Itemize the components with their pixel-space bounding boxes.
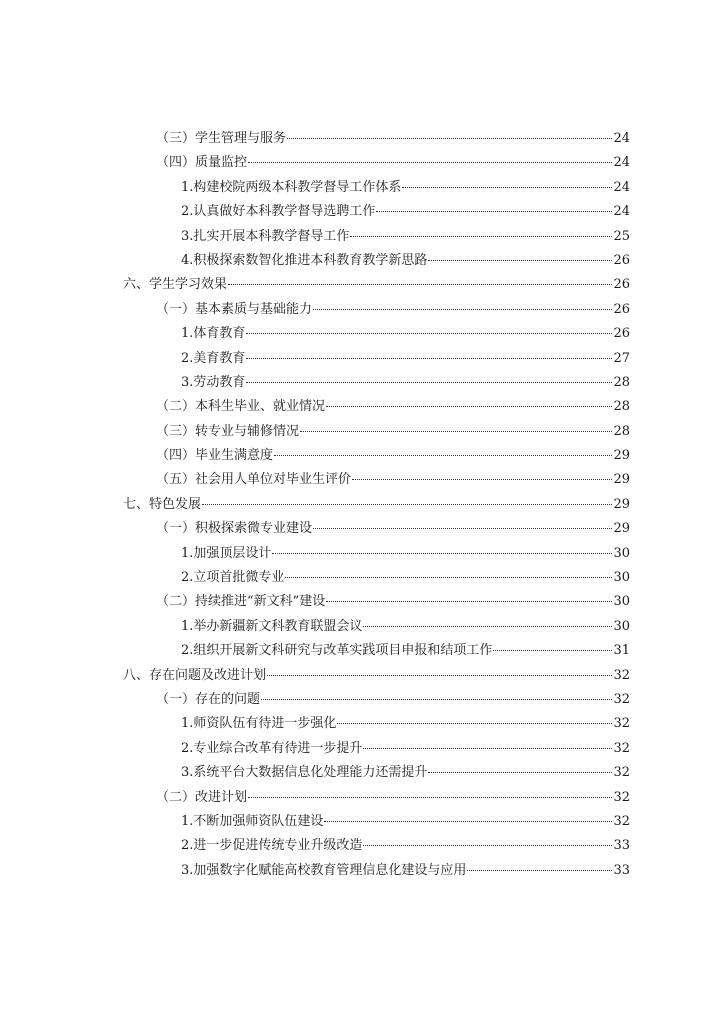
toc-entry-title: （四）毕业生满意度 (156, 448, 274, 464)
toc-dot-leader (363, 845, 612, 846)
toc-entry-title: 六、学生学习效果 (123, 277, 228, 293)
toc-dot-leader (324, 821, 612, 822)
toc-entry-title: （一）积极探索微专业建设 (156, 521, 313, 537)
toc-entry[interactable] (0, 493, 724, 517)
toc-dot-leader (428, 260, 612, 261)
toc-dot-leader (287, 138, 612, 139)
toc-entry-title: （二）改进计划 (156, 789, 248, 805)
toc-entry[interactable] (0, 225, 724, 249)
toc-entry[interactable] (0, 712, 724, 736)
toc-entry[interactable] (0, 590, 724, 614)
toc-entry-title: 1.构建校院两级本科教学督导工作体系 (181, 179, 402, 195)
toc-entry[interactable] (0, 347, 724, 371)
toc-entry-page-number: 29 (613, 448, 630, 464)
toc-entry-page-number: 29 (613, 472, 630, 488)
toc-entry-page-number: 32 (613, 813, 630, 829)
toc-entry[interactable] (0, 444, 724, 468)
toc-dot-leader (300, 431, 612, 432)
toc-entry-title: 1.加强顶层设计 (181, 545, 272, 561)
toc-entry-page-number: 26 (613, 277, 630, 293)
toc-entry-page-number: 30 (613, 545, 630, 561)
toc-entry-title: 1.不断加强师资队伍建设 (181, 813, 324, 829)
toc-entry-page-number: 27 (613, 350, 630, 366)
toc-dot-leader (248, 797, 612, 798)
toc-entry[interactable] (0, 810, 724, 834)
toc-entry-title: 2.专业综合改革有待进一步提升 (181, 740, 363, 756)
toc-dot-leader (274, 455, 612, 456)
toc-dot-leader (428, 772, 612, 773)
toc-dot-leader (402, 187, 612, 188)
toc-dot-leader (376, 211, 612, 212)
toc-entry[interactable] (0, 859, 724, 883)
toc-dot-leader (363, 626, 612, 627)
toc-entry-page-number: 26 (613, 252, 630, 268)
toc-entry-page-number: 24 (613, 179, 630, 195)
toc-entry[interactable] (0, 517, 724, 541)
toc-entry-page-number: 33 (613, 862, 630, 878)
toc-dot-leader (363, 748, 612, 749)
toc-entry[interactable] (0, 688, 724, 712)
toc-entry[interactable] (0, 737, 724, 761)
toc-entry[interactable] (0, 127, 724, 151)
toc-entry-title: （三）转专业与辅修情况 (156, 423, 300, 439)
toc-entry-title: 2.立项首批微专业 (181, 570, 285, 586)
toc-dot-leader (352, 479, 612, 480)
toc-entry-page-number: 33 (613, 838, 630, 854)
toc-entry[interactable] (0, 176, 724, 200)
toc-entry-title: 2.进一步促进传统专业升级改造 (181, 838, 363, 854)
toc-entry-page-number: 30 (613, 570, 630, 586)
toc-entry[interactable] (0, 834, 724, 858)
toc-entry-page-number: 32 (613, 691, 630, 707)
toc-entry-page-number: 32 (613, 765, 630, 781)
toc-entry-page-number: 30 (613, 594, 630, 610)
toc-entry-title: 4.积极探索数智化推进本科教育教学新思路 (181, 252, 428, 268)
toc-entry[interactable] (0, 151, 724, 175)
toc-entry-title: 2.组织开展新文科研究与改革实践项目申报和结项工作 (181, 643, 493, 659)
toc-entry-title: 1.师资队伍有待进一步强化 (181, 716, 337, 732)
toc-entry-title: 七、特色发展 (123, 496, 202, 512)
toc-entry[interactable] (0, 420, 724, 444)
toc-entry[interactable] (0, 298, 724, 322)
toc-dot-leader (313, 309, 612, 310)
toc-entry-title: 1.体育教育 (181, 326, 246, 342)
toc-entry[interactable] (0, 639, 724, 663)
toc-dot-leader (246, 358, 612, 359)
toc-entry-title: 3.劳动教育 (181, 374, 246, 390)
toc-entry-title: 八、存在问题及改进计划 (123, 667, 267, 683)
toc-entry-title: 2.美育教育 (181, 350, 246, 366)
toc-dot-leader (313, 528, 612, 529)
toc-entry-page-number: 25 (613, 228, 630, 244)
toc-entry-page-number: 26 (613, 326, 630, 342)
toc-entry-page-number: 32 (613, 740, 630, 756)
toc-entry[interactable] (0, 468, 724, 492)
toc-entry-title: （五）社会用人单位对毕业生评价 (156, 472, 352, 488)
toc-dot-leader (337, 723, 612, 724)
toc-dot-leader (261, 699, 612, 700)
toc-entry[interactable] (0, 322, 724, 346)
toc-entry[interactable] (0, 786, 724, 810)
toc-dot-leader (248, 162, 612, 163)
toc-entry-page-number: 26 (613, 301, 630, 317)
toc-dot-leader (246, 333, 612, 334)
toc-entry[interactable] (0, 566, 724, 590)
toc-dot-leader (285, 577, 612, 578)
toc-entry-page-number: 29 (613, 496, 630, 512)
toc-entry-page-number: 24 (613, 131, 630, 146)
toc-dot-leader (493, 650, 612, 651)
toc-entry-page-number: 32 (613, 716, 630, 732)
toc-entry-title: （一）存在的问题 (156, 691, 261, 707)
toc-entry-page-number: 31 (613, 643, 630, 659)
toc-entry-title: 3.扎实开展本科教学督导工作 (181, 228, 350, 244)
toc-entry-page-number: 24 (613, 155, 630, 171)
toc-entry-page-number: 24 (613, 204, 630, 220)
toc-dot-leader (350, 236, 612, 237)
toc-entry[interactable] (0, 249, 724, 273)
toc-entry-title: （三）学生管理与服务 (156, 131, 287, 146)
toc-entry[interactable] (0, 395, 724, 419)
toc-dot-leader (267, 675, 612, 676)
toc-entry[interactable] (0, 664, 724, 688)
toc-entry-title: 1.举办新疆新文科教育联盟会议 (181, 618, 363, 634)
toc-entry-title: 2.认真做好本科教学督导选聘工作 (181, 204, 376, 220)
toc-dot-leader (246, 382, 612, 383)
toc-dot-leader (326, 406, 612, 407)
toc-entry-title: 3.加强数字化赋能高校教育管理信息化建设与应用 (181, 862, 467, 878)
toc-entry-title: 3.系统平台大数据信息化处理能力还需提升 (181, 765, 428, 781)
toc-entry-page-number: 28 (613, 374, 630, 390)
toc-dot-leader (272, 553, 612, 554)
toc-entry[interactable] (0, 615, 724, 639)
toc-entry-page-number: 32 (613, 667, 630, 683)
toc-entry[interactable] (0, 542, 724, 566)
table-of-contents (0, 127, 724, 883)
toc-entry-page-number: 28 (613, 423, 630, 439)
toc-entry-page-number: 29 (613, 521, 630, 537)
toc-entry-page-number: 30 (613, 618, 630, 634)
toc-entry-title: （一）基本素质与基础能力 (156, 301, 313, 317)
toc-entry-title: （四）质量监控 (156, 155, 248, 171)
toc-dot-leader (228, 284, 612, 285)
toc-entry-title: （二）本科生毕业、就业情况 (156, 399, 326, 415)
toc-entry[interactable] (0, 371, 724, 395)
toc-entry[interactable] (0, 200, 724, 224)
toc-entry-title: （二）持续推进“新文科”建设 (156, 594, 326, 610)
toc-entry[interactable] (0, 273, 724, 297)
toc-dot-leader (467, 870, 612, 871)
toc-dot-leader (202, 504, 612, 505)
toc-dot-leader (326, 601, 612, 602)
toc-entry-page-number: 32 (613, 789, 630, 805)
toc-entry-page-number: 28 (613, 399, 630, 415)
toc-entry[interactable] (0, 761, 724, 785)
